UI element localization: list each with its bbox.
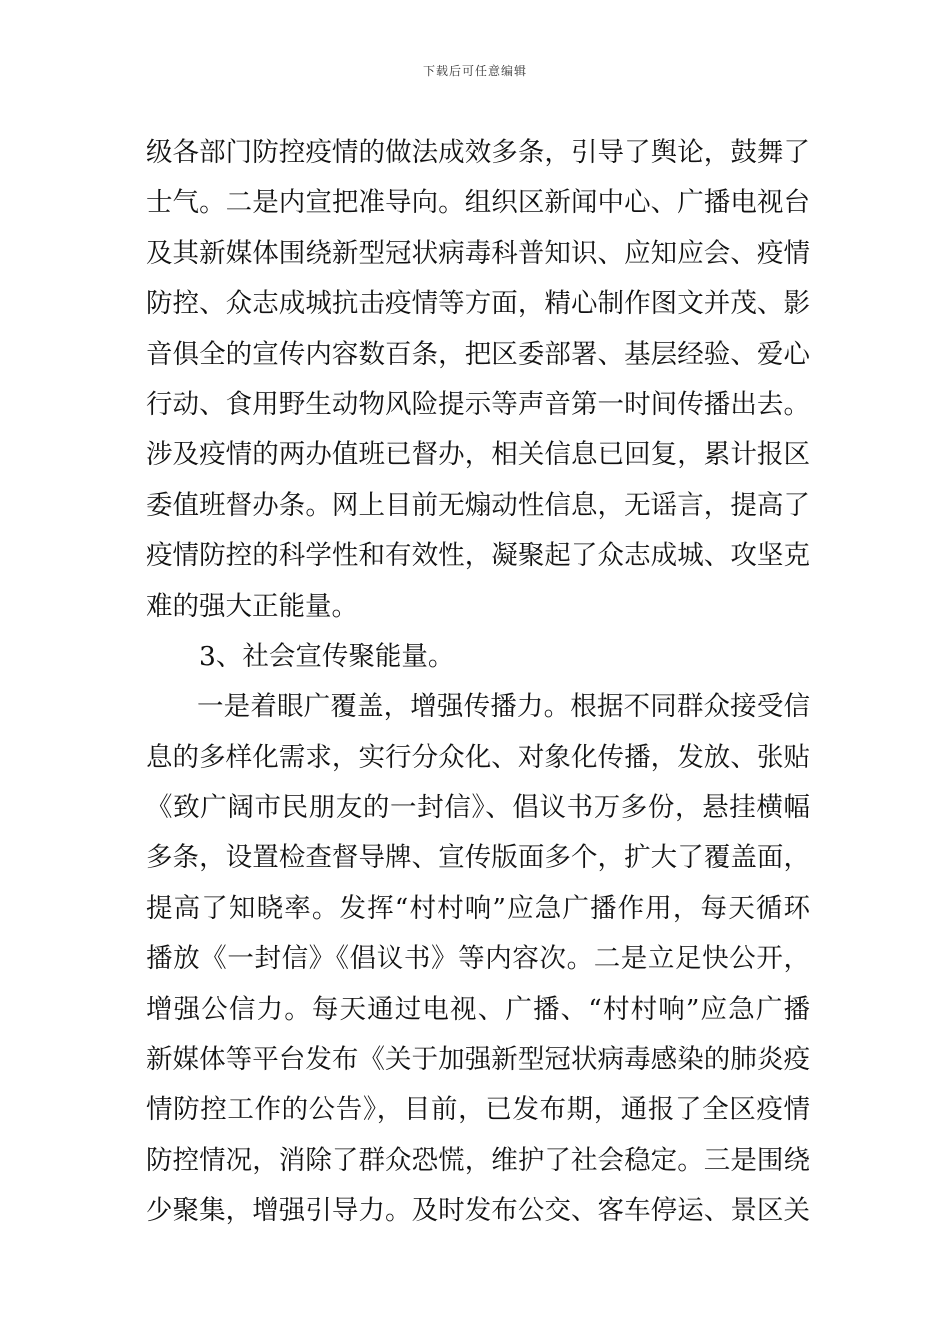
text-line: 涉及疫情的两办值班已督办，相关信息已回复，累计报区 bbox=[146, 439, 810, 471]
text-line: 多条，设置检查督导牌、宣传版面多个，扩大了覆盖面， bbox=[146, 842, 810, 874]
text-line: 息的多样化需求，实行分众化、对象化传播，发放、张贴 bbox=[146, 741, 810, 773]
text-line: 新媒体等平台发布《关于加强新型冠状病毒感染的肺炎疫 bbox=[146, 1044, 810, 1076]
text-line: 行动、食用野生动物风险提示等声音第一时间传播出去。 bbox=[146, 388, 810, 420]
text-line: 级各部门防控疫情的做法成效多条，引导了舆论，鼓舞了 bbox=[146, 137, 810, 168]
text-line: 及其新媒体围绕新型冠状病毒科普知识、应知应会、疫情 bbox=[146, 237, 810, 269]
text-line: 难的强大正能量。 bbox=[146, 590, 358, 622]
text-line: 少聚集，增强引导力。及时发布公交、客车停运、景区关 bbox=[146, 1195, 810, 1227]
text-line: 《致广阔市民朋友的一封信》、倡议书万多份，悬挂横幅 bbox=[146, 792, 810, 824]
text-line: 防控情况，消除了群众恐慌，维护了社会稳定。三是围绕 bbox=[146, 1144, 810, 1176]
text-line: 一是着眼广覆盖，增强传播力。根据不同群众接受信 bbox=[197, 691, 810, 723]
section-heading: 3、社会宣传聚能量。 bbox=[199, 640, 455, 672]
text-line: 提高了知晓率。发挥“村村响”应急广播作用，每天循环 bbox=[146, 892, 810, 924]
text-line: 委值班督办条。网上目前无煽动性信息，无谣言，提高了 bbox=[146, 489, 810, 521]
text-line: 疫情防控的科学性和有效性，凝聚起了众志成城、攻坚克 bbox=[146, 540, 810, 572]
text-line: 音俱全的宣传内容数百条，把区委部署、基层经验、爱心 bbox=[146, 338, 810, 370]
text-line: 增强公信力。每天通过电视、广播、“村村响”应急广播 bbox=[146, 993, 810, 1025]
text-line: 防控、众志成城抗击疫情等方面，精心制作图文并茂、影 bbox=[146, 288, 810, 320]
text-line: 情防控工作的公告》，目前，已发布期，通报了全区疫情 bbox=[146, 1094, 810, 1126]
page-header: 下载后可任意编辑 bbox=[422, 64, 527, 78]
text-line: 播放《一封信》《倡议书》等内容次。二是立足快公开， bbox=[146, 943, 810, 975]
text-line: 士气。二是内宣把准导向。组织区新闻中心、广播电视台 bbox=[146, 187, 810, 219]
document-body bbox=[146, 128, 810, 1237]
